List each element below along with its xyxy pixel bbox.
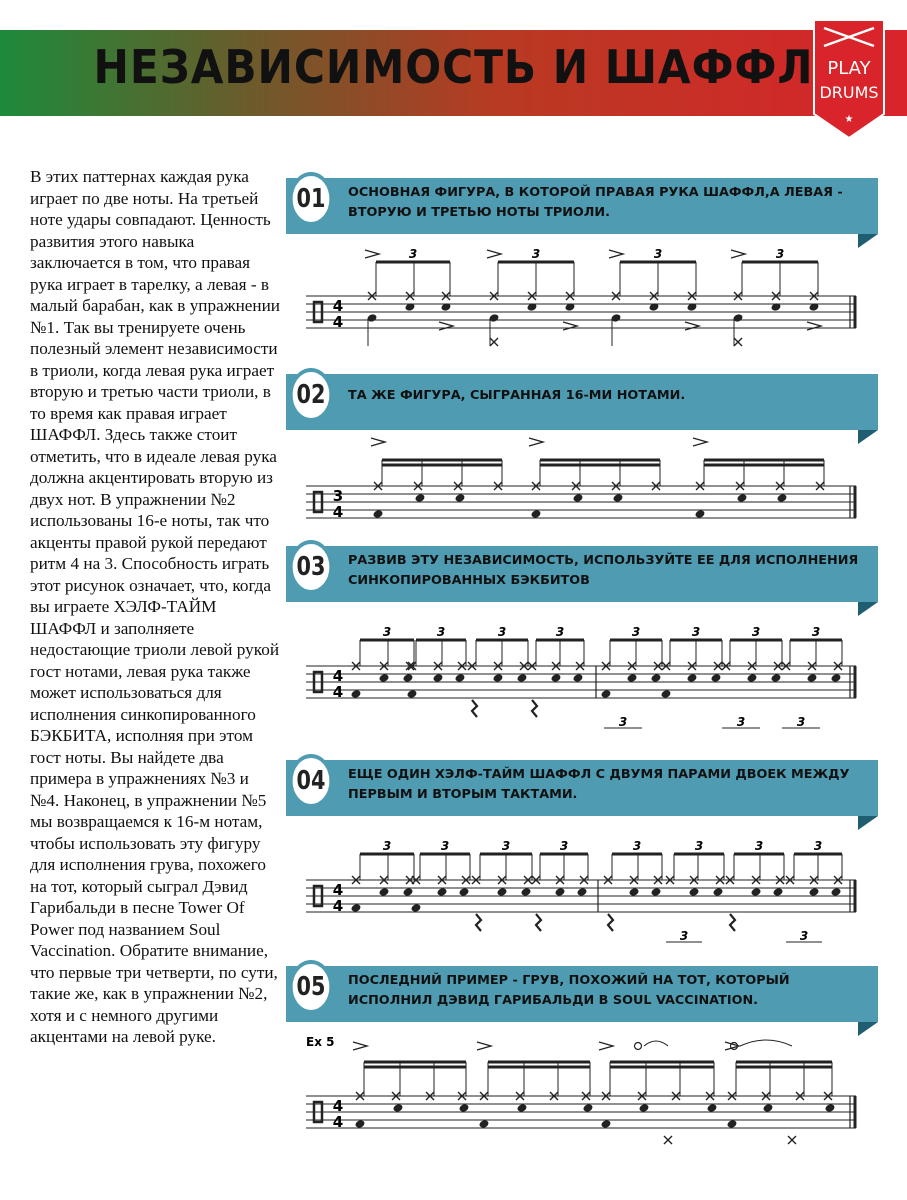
bass-drum-note (411, 903, 422, 913)
snare-note (825, 1103, 836, 1113)
tuplet-number: 3 (736, 715, 746, 729)
tuplet-number: 3 (382, 839, 392, 853)
tuplet-number: 3 (751, 625, 761, 639)
time-signature-bottom: 4 (332, 503, 344, 521)
snare-note (773, 887, 784, 897)
cymbal-note (788, 1136, 796, 1144)
notation-staff (286, 240, 886, 368)
tuplet-number: 3 (691, 625, 701, 639)
exercise-title: РАЗВИВ ЭТУ НЕЗАВИСИМОСТЬ, ИСПОЛЬЗУЙТЕ ЕЕ ДЛЯ ИСПОЛНЕНИЯ СИНКОПИРОВАННЫХ БЭКБИТОВ (348, 553, 859, 588)
tuplet-number: 3 (436, 625, 446, 639)
cymbal-note (490, 338, 498, 346)
logo-play-text: PLAY (827, 58, 871, 79)
snare-note (573, 673, 584, 683)
snare-note (751, 887, 762, 897)
bass-drum-note (531, 509, 542, 519)
tuplet-number: 3 (501, 839, 511, 853)
snare-note (807, 673, 818, 683)
accent-mark (353, 1042, 367, 1050)
cymbal-note (734, 338, 742, 346)
tuplet-number: 3 (440, 839, 450, 853)
bass-drum-note (661, 689, 672, 699)
snare-note (713, 887, 724, 897)
snare-note (521, 887, 532, 897)
exercise-1 (286, 178, 886, 368)
exercise-title: ЕЩЕ ОДИН ХЭЛФ-ТАЙМ ШАФФЛ С ДВУМЯ ПАРАМИ ДВОЕК МЕЖДУ ПЕРВЫМ И ВТОРЫМ ТАКТАМИ. (348, 767, 850, 802)
quarter-rest-icon (536, 914, 541, 931)
tie-mark (644, 1041, 668, 1046)
snare-note (831, 673, 842, 683)
tuplet-number: 3 (555, 625, 565, 639)
snare-note (433, 673, 444, 683)
tuplet-number: 3 (754, 839, 764, 853)
bass-drum-note (373, 509, 384, 519)
exercise-3 (286, 546, 886, 746)
snare-note (707, 1103, 718, 1113)
tuplet-number: 3 (653, 247, 663, 261)
tuplet-number: 3 (694, 839, 704, 853)
snare-note (493, 673, 504, 683)
snare-note (747, 673, 758, 683)
accent-mark (731, 250, 745, 258)
time-signature-top: 4 (332, 297, 344, 315)
snare-note (555, 887, 566, 897)
time-signature-top: 4 (332, 667, 344, 685)
exercise-5 (286, 966, 886, 1156)
tuplet-number: 3 (632, 839, 642, 853)
accent-mark (609, 250, 623, 258)
snare-note (379, 673, 390, 683)
snare-note (583, 1103, 594, 1113)
quarter-rest-icon (532, 700, 537, 717)
tuplet-number: 3 (618, 715, 628, 729)
tuplet-number: 3 (408, 247, 418, 261)
tuplet-number: 3 (775, 247, 785, 261)
snare-note (651, 887, 662, 897)
tuplet-number: 3 (497, 625, 507, 639)
quarter-rest-icon (608, 914, 613, 931)
tuplet-number: 3 (679, 929, 689, 943)
snare-note (403, 887, 414, 897)
snare-note (771, 673, 782, 683)
exercise-number: 02 (289, 368, 332, 422)
notation-staff (286, 608, 886, 748)
snare-note (777, 493, 788, 503)
snare-note (497, 887, 508, 897)
page-title: НЕЗАВИСИМОСТЬ И ШАФФЛ (93, 40, 814, 94)
time-signature-top: 4 (332, 1097, 344, 1115)
exercise-number: 04 (289, 754, 332, 808)
snare-note (517, 673, 528, 683)
cymbal-note (664, 1136, 672, 1144)
snare-note (551, 673, 562, 683)
time-signature-top: 4 (332, 881, 344, 899)
bass-drum-note (407, 689, 418, 699)
snare-note (517, 1103, 528, 1113)
exercise-2 (286, 374, 886, 534)
intro-text: В этих паттернах каждая рука играет по две ноты. На третьей ноте удары совпадают. Ценность развития этого навыка заключается в том, что правая рука играет в тарелку, а левая - в малый барабан, как в упражнении №1. Так вы тренируете очень полезный элемент независимости в триоли, когда левая рука играет вторую и третью части триоли, в то время как правая играет ШАФФЛ. Здесь также стоит отметить, что в идеале левая рука должна акцентировать вторую из двух нот. В упражнении №2 использованы 16-е ноты, так что акценты правой рукой передают ритм 4 на 3. Способность играть этот рисунок означает, что, когда вы играете ХЭЛФ-ТАЙМ ШАФФЛ и заполняете недостающие триоли левой рукой гост нотами, левая рука также может использоваться для исполнения синкопированного БЭКБИТА, исполняя при этом гост ноты. Вы найдете два примера в упражнениях №3 и №4. Наконец, в упражнении №5 мы возвращаемся к 16-м нотам, чтобы использовать эту фигуру для исполнения грува, похожего на тот, который сыграл Дэвид Гарибальди в песне Tower Of Power под названием Soul Vaccination. Обратите внимание, что первые три четверти, по сути, такие же, как в упражнении №2, хотя и с немного другими акцентами на левой руке. (30, 167, 281, 1046)
accent-mark (439, 322, 453, 330)
exercise-number: 01 (289, 172, 332, 226)
snare-note (415, 493, 426, 503)
tuplet-number: 3 (796, 715, 806, 729)
open-hihat-icon (731, 1043, 738, 1050)
bass-drum-note (601, 1119, 612, 1129)
time-signature-top: 3 (332, 487, 344, 505)
accent-mark (365, 250, 379, 258)
tuplet-number: 3 (531, 247, 541, 261)
exercise-title: ОСНОВНАЯ ФИГУРА, В КОТОРОЙ ПРАВАЯ РУКА ШАФФЛ,А ЛЕВАЯ - ВТОРУЮ И ТРЕТЬЮ НОТЫ ТРИОЛИ. (348, 185, 843, 220)
bass-drum-note (601, 689, 612, 699)
open-hihat-icon (635, 1043, 642, 1050)
time-signature-bottom: 4 (332, 1113, 344, 1131)
accent-mark (529, 438, 543, 446)
notation-staff (286, 822, 886, 958)
bass-drum-note (727, 1119, 738, 1129)
accent-mark (563, 322, 577, 330)
snare-note (809, 887, 820, 897)
bass-drum-note (695, 509, 706, 519)
example-label: Ex 5 (306, 1035, 335, 1049)
snare-note (763, 1103, 774, 1113)
accent-mark (371, 438, 385, 446)
exercise-number: 03 (289, 540, 332, 594)
notation-staff (286, 436, 886, 536)
exercise-4 (286, 760, 886, 960)
tuplet-number: 3 (811, 625, 821, 639)
snare-note (737, 493, 748, 503)
exercise-title: ТА ЖЕ ФИГУРА, СЫГРАННАЯ 16-МИ НОТАМИ. (348, 388, 686, 403)
snare-note (437, 887, 448, 897)
snare-note (627, 673, 638, 683)
accent-mark (693, 438, 707, 446)
snare-note (379, 887, 390, 897)
snare-note (577, 887, 588, 897)
quarter-rest-icon (472, 700, 477, 717)
logo-drums-text: DRUMS (819, 83, 879, 102)
accent-mark (599, 1042, 613, 1050)
quarter-rest-icon (730, 914, 735, 931)
accent-mark (807, 322, 821, 330)
snare-note (573, 493, 584, 503)
snare-note (629, 887, 640, 897)
accent-mark (685, 322, 699, 330)
snare-note (459, 887, 470, 897)
bass-drum-note (479, 1119, 490, 1129)
snare-note (393, 1103, 404, 1113)
notation-staff (286, 1026, 886, 1156)
accent-mark (477, 1042, 491, 1050)
time-signature-bottom: 4 (332, 897, 344, 915)
snare-note (651, 673, 662, 683)
tuplet-number: 3 (559, 839, 569, 853)
tuplet-number: 3 (813, 839, 823, 853)
snare-note (455, 673, 466, 683)
snare-note (687, 673, 698, 683)
tuplet-number: 3 (799, 929, 809, 943)
accent-mark (487, 250, 501, 258)
tie-mark (740, 1040, 792, 1046)
snare-note (613, 493, 624, 503)
exercise-title: ПОСЛЕДНИЙ ПРИМЕР - ГРУВ, ПОХОЖИЙ НА ТОТ, КОТОРЫЙ ИСПОЛНИЛ ДЭВИД ГАРИБАЛЬДИ В SOUL VACCINATION. (348, 973, 790, 1008)
play-drums-logo (812, 18, 886, 140)
time-signature-bottom: 4 (332, 683, 344, 701)
time-signature-bottom: 4 (332, 313, 344, 331)
snare-note (403, 673, 414, 683)
snare-note (455, 493, 466, 503)
snare-note (639, 1103, 650, 1113)
snare-note (689, 887, 700, 897)
bass-drum-note (351, 903, 362, 913)
quarter-rest-icon (476, 914, 481, 931)
snare-note (459, 1103, 470, 1113)
bass-drum-note (351, 689, 362, 699)
exercise-number: 05 (289, 960, 332, 1014)
star-icon: ★ (844, 114, 854, 125)
tuplet-number: 3 (382, 625, 392, 639)
snare-note (711, 673, 722, 683)
snare-note (831, 887, 842, 897)
bass-drum-note (355, 1119, 366, 1129)
tuplet-number: 3 (631, 625, 641, 639)
